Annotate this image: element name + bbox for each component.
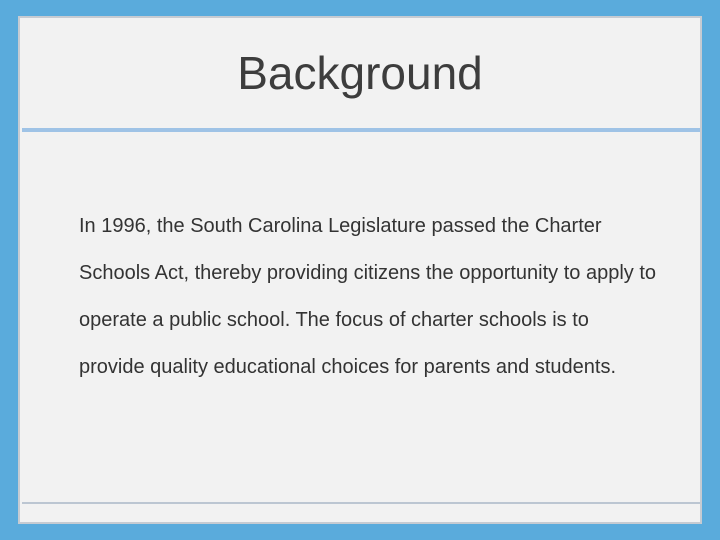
slide-card [18,16,702,524]
body-text: In 1996, the South Carolina Legislature passed the Charter Schools Act, thereby providing citizens the opportunity to apply to operate a public school. The focus of charter schools is to provide quality educational choices for parents and students. [79,215,657,378]
title-area [20,18,700,130]
title-divider [22,128,700,132]
slide-title: Background [237,47,483,99]
bottom-strip [22,502,700,520]
